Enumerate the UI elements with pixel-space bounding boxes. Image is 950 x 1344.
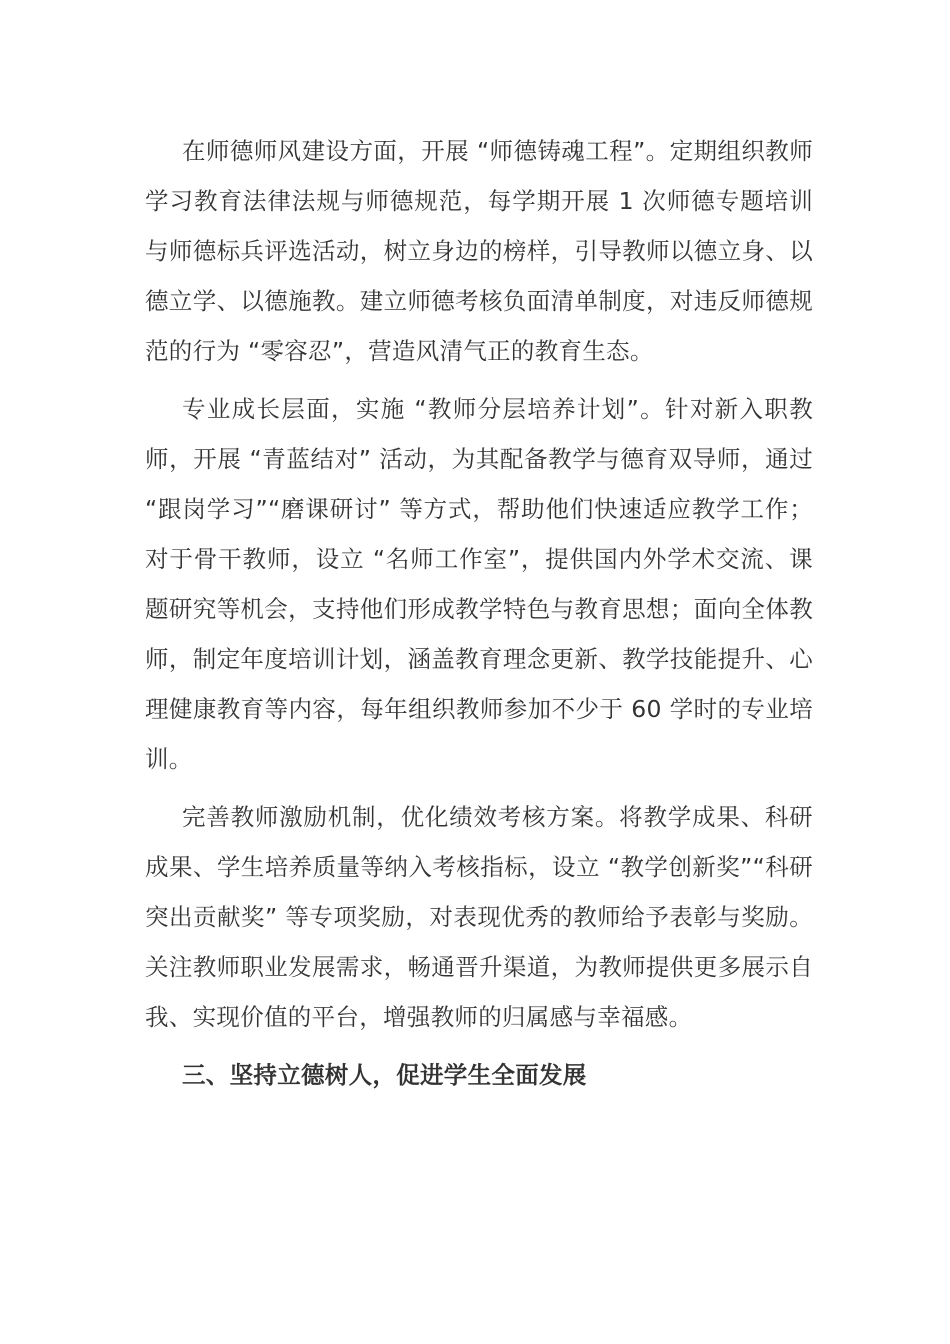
paragraph-professional-growth: 专业成长层面，实施 “教师分层培养计划”。针对新入职教师，开展 “青蓝结对” 活动，为其配备教学与德育双导师，通过 “跟岗学习”“磨课研讨” 等方式，帮助他们快速适应教学工作；对于骨干教师，设立 “名师工作室”，提供国内外学术交流、课题研究等机会，支持他们形成教学特色与教育思想；面向全体教师，制定年度培训计划，涵盖教育理念更新、教学技能提升、心理健康教育等内容，每年组织教师参加不少于 60 学时的专业培训。 <box>145 395 813 773</box>
paragraph-teacher-ethics: 在师德师风建设方面，开展 “师德铸魂工程”。定期组织教师学习教育法律法规与师德规范，每学期开展 1 次师德专题培训与师德标兵评选活动，树立身边的榜样，引导教师以德立身、以德立学、以德施教。建立师德考核负面清单制度，对违反师德规范的行为 “零容忍”，营造风清气正的教育生态。 <box>145 137 813 365</box>
paragraph-incentive-mechanism: 完善教师激励机制，优化绩效考核方案。将教学成果、科研成果、学生培养质量等纳入考核指标，设立 “教学创新奖”“科研突出贡献奖” 等专项奖励，对表现优秀的教师给予表彰与奖励。关注教师职业发展需求，畅通晋升渠道，为教师提供更多展示自我、实现价值的平台，增强教师的归属感与幸福感。 <box>145 803 813 1031</box>
section-heading: 三、坚持立德树人，促进学生全面发展 <box>182 1061 587 1089</box>
document-body <box>145 126 813 1100</box>
